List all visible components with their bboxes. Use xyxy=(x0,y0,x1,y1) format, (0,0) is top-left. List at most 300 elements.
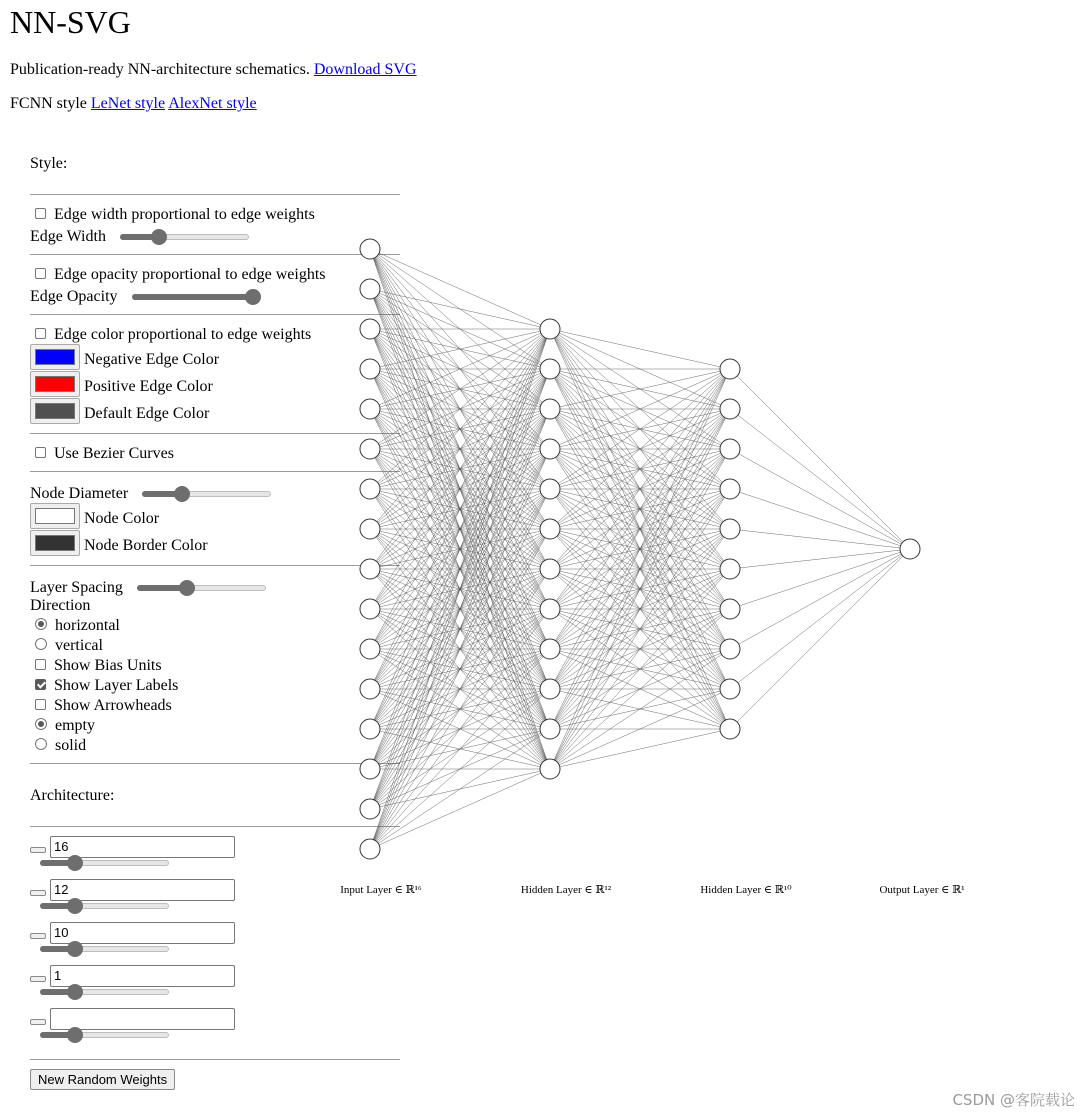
direction-vertical-radio[interactable] xyxy=(35,638,47,650)
node xyxy=(360,599,380,619)
node xyxy=(360,559,380,579)
edge xyxy=(550,369,730,409)
show-layer-labels-checkbox[interactable] xyxy=(35,679,46,690)
edge xyxy=(550,689,730,729)
edge xyxy=(370,409,550,729)
edge xyxy=(550,529,730,689)
direction-label: Direction xyxy=(30,597,91,614)
slider-thumb[interactable] xyxy=(151,229,167,245)
edge xyxy=(370,489,550,809)
edge xyxy=(550,369,730,489)
edge xyxy=(550,489,730,649)
edge xyxy=(370,329,550,489)
node xyxy=(720,479,740,499)
direction-vertical-label: vertical xyxy=(55,637,103,654)
edge xyxy=(550,489,730,569)
edge xyxy=(550,369,730,569)
edge xyxy=(370,449,550,849)
layer-size-input[interactable]: 16 xyxy=(50,836,235,858)
node xyxy=(900,539,920,559)
edge xyxy=(370,409,550,729)
node xyxy=(360,759,380,779)
slider-thumb[interactable] xyxy=(174,486,190,502)
edge xyxy=(370,689,550,769)
edge xyxy=(370,409,550,649)
node xyxy=(720,359,740,379)
edge xyxy=(370,489,550,769)
edge xyxy=(550,369,730,689)
edge xyxy=(370,489,550,729)
edge xyxy=(370,369,550,609)
edge xyxy=(550,569,730,649)
edge xyxy=(550,489,730,529)
edge xyxy=(370,409,550,769)
edge xyxy=(550,369,730,609)
edge xyxy=(370,489,550,529)
edge xyxy=(550,609,730,689)
edge xyxy=(370,369,550,449)
layer-size-input[interactable]: 12 xyxy=(50,879,235,901)
edge xyxy=(370,609,550,689)
edge xyxy=(550,329,730,369)
edge xyxy=(370,529,550,809)
edge xyxy=(550,329,730,529)
edge xyxy=(370,529,550,849)
edge xyxy=(370,249,550,369)
node xyxy=(720,679,740,699)
layer-label-group xyxy=(340,884,964,896)
page-title: NN-SVG xyxy=(10,4,131,40)
bezier-curves-label: Use Bezier Curves xyxy=(54,445,174,462)
edge-width-proportional-label: Edge width proportional to edge weights xyxy=(54,206,315,223)
edge xyxy=(370,329,550,409)
layer-size-input[interactable]: 10 xyxy=(50,922,235,944)
edge xyxy=(370,289,550,609)
edge xyxy=(370,369,550,529)
node xyxy=(360,359,380,379)
edge xyxy=(370,329,550,449)
edge xyxy=(370,369,550,689)
layer-size-slider[interactable] xyxy=(40,984,169,1000)
edge xyxy=(370,249,550,329)
node xyxy=(540,719,560,739)
edge xyxy=(370,769,550,809)
edge xyxy=(370,489,550,529)
direction-horizontal-radio[interactable] xyxy=(35,618,47,630)
edge xyxy=(550,369,730,769)
show-arrowheads-label: Show Arrowheads xyxy=(54,697,172,714)
edge xyxy=(550,489,730,689)
edge xyxy=(550,529,730,689)
divider xyxy=(30,565,400,566)
edge xyxy=(550,449,730,729)
edge xyxy=(370,329,550,769)
edge xyxy=(550,529,730,569)
edge-width-label: Edge Width xyxy=(30,228,106,245)
edge xyxy=(550,409,730,729)
edge xyxy=(550,369,730,569)
edge xyxy=(550,609,730,769)
edge xyxy=(550,369,730,449)
edge-opacity-proportional-label: Edge opacity proportional to edge weights xyxy=(54,266,326,283)
edge xyxy=(370,609,550,729)
node xyxy=(360,719,380,739)
node xyxy=(540,759,560,779)
edge xyxy=(550,409,730,449)
edge xyxy=(550,569,730,729)
edge xyxy=(370,489,550,649)
edge xyxy=(370,329,550,369)
edge xyxy=(370,649,550,769)
slider-thumb[interactable] xyxy=(67,941,83,957)
edge xyxy=(370,449,550,729)
edge xyxy=(370,369,550,569)
edge xyxy=(550,449,730,769)
edge xyxy=(370,569,550,769)
edge xyxy=(370,529,550,569)
edge xyxy=(370,289,550,649)
edge xyxy=(550,369,730,649)
edge xyxy=(370,409,550,609)
edge xyxy=(730,549,910,649)
edge-opacity-label: Edge Opacity xyxy=(30,288,118,305)
edge-width-slider[interactable] xyxy=(120,229,249,245)
node xyxy=(360,519,380,539)
edge xyxy=(370,329,550,649)
node-diameter-slider[interactable] xyxy=(142,486,271,502)
edge xyxy=(370,409,550,529)
arrowhead-empty-radio[interactable] xyxy=(35,718,47,730)
edge xyxy=(370,449,550,769)
style-header: Style: xyxy=(30,155,68,172)
edge xyxy=(730,449,910,549)
edge xyxy=(550,529,730,729)
edge xyxy=(370,329,550,529)
edge xyxy=(550,489,730,649)
download-svg-link[interactable]: Download SVG xyxy=(313,61,417,78)
node xyxy=(720,599,740,619)
edge xyxy=(370,249,550,609)
edge xyxy=(370,649,550,729)
edge xyxy=(550,329,730,489)
edge xyxy=(370,689,550,729)
node xyxy=(540,399,560,419)
show-layer-labels-label: Show Layer Labels xyxy=(54,677,179,694)
edge xyxy=(370,489,550,649)
edge xyxy=(370,329,550,449)
edge xyxy=(730,549,910,689)
edge-color-proportional-label: Edge color proportional to edge weights xyxy=(54,326,312,343)
edge xyxy=(370,289,550,529)
edge xyxy=(370,729,550,849)
edge xyxy=(370,329,550,369)
edge xyxy=(550,449,730,609)
edge xyxy=(370,369,550,529)
edge xyxy=(370,609,550,649)
edge xyxy=(550,569,730,609)
edge xyxy=(550,329,730,449)
edge xyxy=(370,329,550,769)
edge xyxy=(370,329,550,649)
edge xyxy=(370,489,550,569)
edge xyxy=(550,329,730,609)
edge xyxy=(550,649,730,689)
edge xyxy=(370,249,550,689)
edge xyxy=(370,329,550,729)
edge xyxy=(370,409,550,689)
edge xyxy=(370,489,550,609)
edge-opacity-proportional-checkbox[interactable] xyxy=(35,268,46,279)
edge xyxy=(730,529,910,549)
slider-thumb[interactable] xyxy=(67,898,83,914)
remove-layer-button[interactable] xyxy=(30,1019,46,1025)
edge xyxy=(370,369,550,729)
edge xyxy=(550,369,730,529)
edge xyxy=(370,609,550,729)
remove-layer-button[interactable] xyxy=(30,890,46,896)
edge xyxy=(370,529,550,569)
edge xyxy=(370,329,550,809)
slider-thumb[interactable] xyxy=(67,855,83,871)
edge xyxy=(370,369,550,609)
edge xyxy=(370,289,550,409)
edge xyxy=(370,649,550,849)
edge xyxy=(550,569,730,649)
node-border-color-label: Node Border Color xyxy=(84,537,208,554)
edge xyxy=(550,329,730,689)
divider xyxy=(30,763,400,764)
node xyxy=(540,599,560,619)
edge xyxy=(550,449,730,689)
edge xyxy=(550,449,730,489)
node xyxy=(540,439,560,459)
edge xyxy=(370,569,550,649)
node xyxy=(720,719,740,739)
edge xyxy=(370,369,550,689)
edge xyxy=(370,329,550,569)
edge xyxy=(370,289,550,769)
show-bias-units-label: Show Bias Units xyxy=(54,657,162,674)
positive-edge-color-label: Positive Edge Color xyxy=(84,378,213,395)
remove-layer-button[interactable] xyxy=(30,847,46,853)
edge xyxy=(730,549,910,729)
slider-thumb[interactable] xyxy=(245,289,261,305)
edge xyxy=(550,329,730,729)
edge xyxy=(550,609,730,729)
edge-color-proportional-checkbox[interactable] xyxy=(35,328,46,339)
edge xyxy=(370,529,550,609)
node xyxy=(360,239,380,259)
edge xyxy=(730,549,910,609)
edge xyxy=(370,569,550,609)
edge xyxy=(550,409,730,689)
arrowhead-solid-radio[interactable] xyxy=(35,738,47,750)
edge xyxy=(370,409,550,689)
default-edge-color-picker[interactable] xyxy=(30,398,80,424)
node xyxy=(540,679,560,699)
edge xyxy=(550,369,730,609)
layer-size-input[interactable]: 1 xyxy=(50,965,235,987)
lenet-style-link[interactable]: LeNet style xyxy=(90,95,166,112)
edge xyxy=(370,689,550,769)
edge xyxy=(550,369,730,729)
edge xyxy=(550,409,730,609)
default-edge-color-label: Default Edge Color xyxy=(84,405,210,422)
node xyxy=(720,399,740,419)
edge xyxy=(370,249,550,569)
edge xyxy=(550,409,730,649)
edge xyxy=(370,289,550,369)
node xyxy=(720,559,740,579)
remove-layer-button[interactable] xyxy=(30,933,46,939)
edge xyxy=(370,529,550,609)
edge xyxy=(550,489,730,689)
slider-thumb[interactable] xyxy=(67,984,83,1000)
negative-edge-color-picker[interactable] xyxy=(30,344,80,370)
arrowhead-solid-label: solid xyxy=(55,737,87,754)
edge xyxy=(370,649,550,769)
node xyxy=(360,799,380,819)
edge xyxy=(370,409,550,609)
node-color-picker[interactable] xyxy=(30,503,80,529)
edge xyxy=(550,369,730,449)
edge xyxy=(370,449,550,569)
edge xyxy=(550,449,730,649)
color-swatch xyxy=(35,349,75,365)
edge xyxy=(370,249,550,449)
edge xyxy=(550,449,730,729)
node xyxy=(720,639,740,659)
edge xyxy=(370,609,550,809)
arrowhead-empty-label: empty xyxy=(55,717,95,734)
divider xyxy=(30,471,400,472)
edge xyxy=(370,489,550,769)
edge xyxy=(370,449,550,569)
layer-size-slider[interactable] xyxy=(40,941,169,957)
edge xyxy=(370,329,550,729)
node xyxy=(540,359,560,379)
edge xyxy=(550,449,730,529)
edge xyxy=(370,649,550,809)
edge xyxy=(550,489,730,769)
show-bias-units-checkbox[interactable] xyxy=(35,659,46,670)
new-random-weights-button[interactable]: New Random Weights xyxy=(30,1069,175,1090)
edge xyxy=(370,409,550,449)
edge xyxy=(370,329,550,609)
edge xyxy=(550,649,730,769)
edge xyxy=(370,369,550,569)
layer-label: Input Layer ∈ ℝ¹⁶ xyxy=(340,884,422,896)
edge xyxy=(550,489,730,729)
remove-layer-button[interactable] xyxy=(30,976,46,982)
edge xyxy=(370,569,550,849)
edge xyxy=(550,369,730,689)
edge xyxy=(550,529,730,609)
subtitle-text: Publication-ready NN-architecture schematics. xyxy=(10,61,310,78)
edge xyxy=(550,329,730,649)
divider xyxy=(30,1059,400,1060)
edge xyxy=(550,409,730,729)
edge xyxy=(370,689,550,849)
node xyxy=(540,519,560,539)
divider xyxy=(30,314,400,315)
edge xyxy=(370,529,550,689)
edge xyxy=(370,289,550,569)
edge-group xyxy=(370,249,910,849)
edge xyxy=(370,569,550,769)
color-swatch xyxy=(35,403,75,419)
edge xyxy=(550,609,730,729)
edge xyxy=(370,649,550,729)
edge xyxy=(370,449,550,689)
edge xyxy=(370,249,550,769)
node-border-color-picker[interactable] xyxy=(30,530,80,556)
edge-width-proportional-checkbox[interactable] xyxy=(35,208,46,219)
edge xyxy=(550,689,730,729)
node xyxy=(360,679,380,699)
edge xyxy=(550,529,730,609)
edge xyxy=(550,609,730,649)
edge xyxy=(550,529,730,569)
edge xyxy=(370,369,550,649)
edge xyxy=(370,249,550,649)
edge xyxy=(370,609,550,849)
edge xyxy=(370,449,550,609)
layer-label: Output Layer ∈ ℝ¹ xyxy=(879,884,965,896)
current-style-label: FCNN style xyxy=(10,95,87,112)
edge xyxy=(370,369,550,409)
edge xyxy=(550,409,730,489)
bezier-curves-checkbox[interactable] xyxy=(35,447,46,458)
edge xyxy=(550,529,730,649)
layer-size-slider[interactable] xyxy=(40,898,169,914)
edge xyxy=(550,409,730,689)
edge xyxy=(370,409,550,809)
positive-edge-color-picker[interactable] xyxy=(30,371,80,397)
edge xyxy=(370,249,550,529)
edge xyxy=(370,489,550,609)
edge xyxy=(550,449,730,489)
slider-thumb[interactable] xyxy=(67,1027,83,1043)
edge xyxy=(370,569,550,729)
edge xyxy=(370,409,550,529)
edge xyxy=(370,769,550,849)
edge xyxy=(550,609,730,649)
edge xyxy=(550,409,730,529)
edge xyxy=(550,569,730,689)
layer-spacing-slider[interactable] xyxy=(137,580,266,596)
edge xyxy=(370,329,550,689)
edge xyxy=(370,489,550,569)
edge xyxy=(370,289,550,689)
slider-thumb[interactable] xyxy=(179,580,195,596)
alexnet-style-link[interactable]: AlexNet style xyxy=(168,95,257,112)
edge xyxy=(550,449,730,649)
edge-opacity-slider[interactable] xyxy=(132,289,261,305)
style-selector xyxy=(10,94,257,114)
edge xyxy=(370,409,550,649)
edge xyxy=(550,529,730,649)
edge xyxy=(550,489,730,609)
show-arrowheads-checkbox[interactable] xyxy=(35,699,46,710)
edge xyxy=(370,449,550,489)
layer-size-slider[interactable] xyxy=(40,1027,169,1043)
edge xyxy=(370,369,550,729)
edge xyxy=(370,329,550,609)
layer-size-slider[interactable] xyxy=(40,855,169,871)
edge xyxy=(550,449,730,529)
edge xyxy=(550,569,730,729)
